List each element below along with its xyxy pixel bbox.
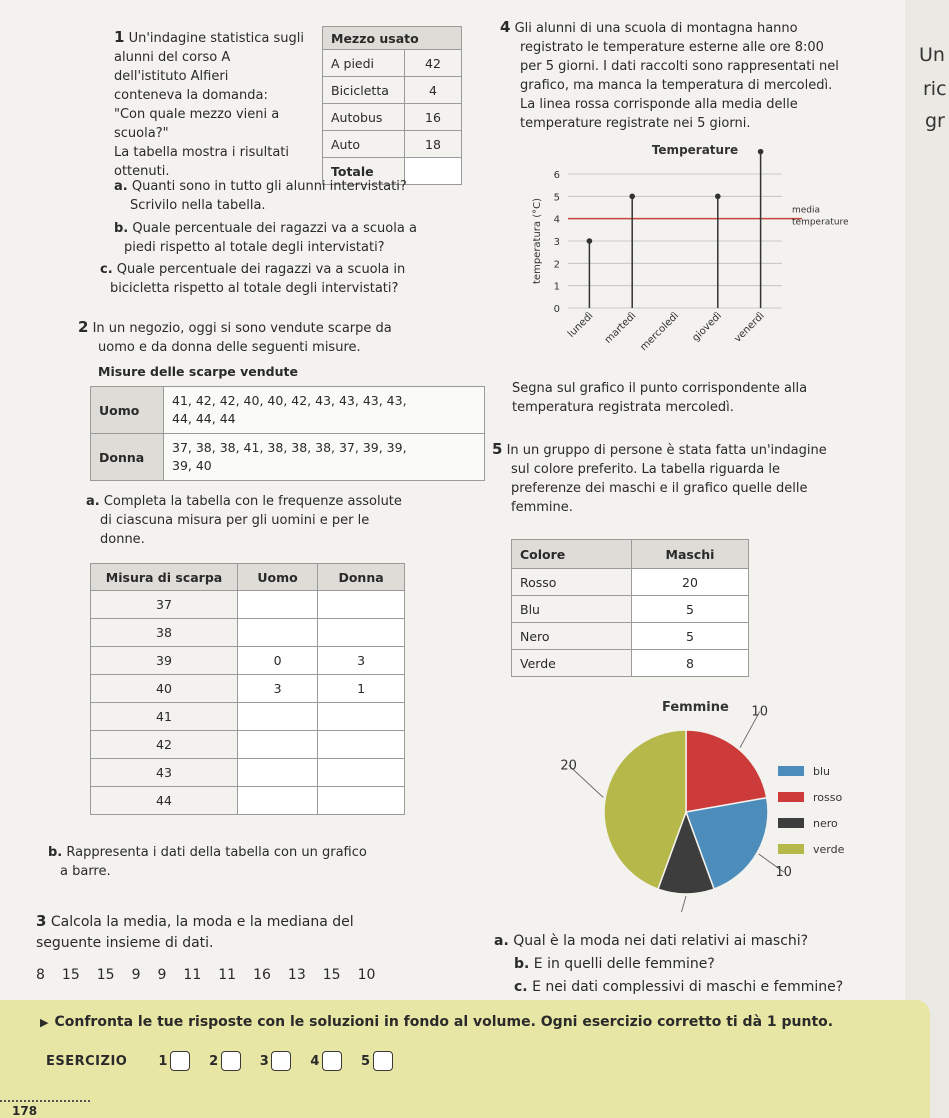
score-checkbox[interactable]	[271, 1051, 291, 1071]
ex5-color: Verde	[512, 650, 632, 677]
ex1-row-value: 18	[405, 131, 462, 158]
x-tick-label: giovedì	[690, 310, 724, 344]
ex5-header: Colore	[512, 540, 632, 569]
ex2-qa-text: donne.	[100, 532, 145, 547]
temperature-point	[715, 194, 721, 200]
ex1-qa-text: Quanti sono in tutto gli alunni intervistati?	[131, 179, 407, 194]
ex3-value: 9	[157, 967, 167, 983]
ex4-after-line: temperatura registrata mercoledì.	[512, 400, 734, 415]
ex1-row-value: 16	[405, 104, 462, 131]
femmine-pie-chart	[560, 694, 870, 912]
ex4-line: temperature registrate nei 5 giorni.	[520, 116, 751, 131]
freq-donna-cell[interactable]	[318, 703, 405, 731]
y-tick-label: 4	[553, 214, 560, 226]
freq-size: 42	[91, 731, 238, 759]
y-tick-label: 3	[553, 237, 560, 248]
ex4-line: registrato le temperature esterne alle ore 8:00	[520, 40, 824, 55]
legend-label: rosso	[813, 791, 843, 804]
ex5-qb-letter: b.	[514, 956, 530, 972]
pie-value-label: 10	[751, 704, 768, 720]
ex2-donna-line: 37, 38, 38, 41, 38, 38, 38, 37, 39, 39,	[172, 440, 407, 455]
freq-uomo-cell[interactable]: 0	[238, 647, 318, 675]
y-tick-label: 2	[553, 259, 560, 271]
ex2-donna-line: 39, 40	[172, 458, 212, 473]
ex1-line: scuola?"	[114, 126, 169, 141]
ex2-qa-letter: a.	[86, 494, 100, 509]
x-tick-label: lunedì	[566, 310, 596, 340]
freq-uomo-cell[interactable]	[238, 759, 318, 787]
ex1-line: conteneva la domanda:	[114, 88, 268, 103]
ex2-line: uomo e da donna delle seguenti misure.	[98, 340, 361, 355]
ex1-question-c	[100, 260, 490, 298]
ex5-question-c	[494, 976, 914, 999]
freq-donna-cell[interactable]	[318, 591, 405, 619]
freq-size: 37	[91, 591, 238, 619]
freq-size: 44	[91, 787, 238, 815]
ex5-line: In un gruppo di persone è stata fatta un'indagine	[506, 443, 827, 458]
y-tick-label: 6	[553, 170, 560, 181]
ex1-qc-text: Quale percentuale dei ragazzi va a scuola in	[116, 262, 406, 277]
ex1-row-value: 4	[405, 77, 462, 104]
ex5-colors-table	[511, 539, 749, 677]
footer-note	[40, 1014, 833, 1030]
ex1-qb-text: piedi rispetto al totale degli intervistati?	[124, 240, 385, 255]
ex4-line: per 5 giorni. I dati raccolti sono rappresentati nel	[520, 59, 839, 74]
ex5-count: 5	[632, 596, 749, 623]
pie-value-label: 20	[560, 758, 577, 774]
freq-uomo-cell[interactable]	[238, 787, 318, 815]
ex2-number: 2	[78, 318, 89, 336]
ex1-table-header: Mezzo usato	[323, 27, 462, 50]
x-tick-label: mercoledì	[638, 310, 682, 354]
score-number: 2	[209, 1054, 219, 1069]
ex5-qc-letter: c.	[514, 979, 528, 995]
pie-leader-line	[676, 896, 686, 912]
ex1-row-value: 42	[405, 50, 462, 77]
ex2-sizes-title: Misure delle scarpe vendute	[98, 364, 298, 379]
ex5-text	[492, 440, 902, 517]
ex1-qb-letter: b.	[114, 221, 129, 236]
freq-header: Misura di scarpa	[91, 564, 238, 591]
ex5-line: sul colore preferito. La tabella riguarda le	[511, 462, 781, 477]
ex1-line: alunni del corso A	[114, 50, 231, 65]
ex4-after-line: Segna sul grafico il punto corrispondente alla	[512, 381, 808, 396]
side-word-3: gr	[925, 110, 945, 132]
score-label: ESERCIZIO	[46, 1054, 128, 1069]
ex2-donna-sizes	[164, 434, 485, 481]
ex1-qc-text: bicicletta rispetto al totale degli intervistati?	[110, 281, 399, 296]
ex1-qa-letter: a.	[114, 179, 128, 194]
ex3-line: Calcola la media, la moda e la mediana del	[50, 914, 354, 930]
score-row	[46, 1050, 407, 1071]
ex1-qc-letter: c.	[100, 262, 113, 277]
ex2-qb-text: a barre.	[60, 864, 111, 879]
ex1-line: Un'indagine statistica sugli	[128, 31, 304, 46]
ex1-total-label: Totale	[323, 158, 405, 185]
freq-uomo-cell[interactable]	[238, 703, 318, 731]
ex4-number: 4	[500, 18, 511, 36]
ex1-transport-table	[322, 26, 462, 185]
ex2-line: In un negozio, oggi si sono vendute scarpe da	[92, 321, 392, 336]
ex3-values	[36, 967, 375, 983]
ex3-intro	[36, 911, 456, 954]
ex2-intro	[78, 318, 478, 357]
score-checkbox[interactable]	[373, 1051, 393, 1071]
arrow-icon: ▶	[40, 1016, 49, 1029]
freq-donna-cell[interactable]	[318, 759, 405, 787]
ex1-qb-text: Quale percentuale dei ragazzi va a scuola a	[132, 221, 417, 236]
score-checkbox[interactable]	[322, 1051, 342, 1071]
ex2-sizes-table	[90, 386, 485, 481]
freq-uomo-cell[interactable]: 3	[238, 675, 318, 703]
ex1-question-b	[114, 219, 494, 257]
freq-uomo-cell[interactable]	[238, 591, 318, 619]
ex5-count: 8	[632, 650, 749, 677]
score-number: 5	[360, 1054, 371, 1069]
y-axis-label: temperatura (°C)	[532, 197, 543, 285]
freq-size: 43	[91, 759, 238, 787]
ex2-qb-letter: b.	[48, 845, 63, 860]
ex3-value: 11	[183, 967, 202, 983]
ex3-value: 15	[96, 967, 115, 983]
temperature-chart	[520, 136, 860, 376]
ex5-line: preferenze dei maschi e il grafico quelle delle	[511, 481, 808, 496]
footer-divider	[0, 1100, 90, 1102]
ex5-count: 20	[632, 569, 749, 596]
freq-size: 38	[91, 619, 238, 647]
mean-label: media	[792, 205, 821, 216]
ex1-qa-text: Scrivilo nella tabella.	[130, 198, 266, 213]
ex2-qa-text: Completa la tabella con le frequenze assolute	[103, 494, 402, 509]
ex3-value: 15	[322, 967, 341, 983]
pie-title: Femmine	[662, 700, 729, 715]
ex1-number: 1	[114, 28, 125, 46]
ex4-line: La linea rossa corrisponde alla media delle	[520, 97, 798, 112]
ex2-qb-text: Rappresenta i dati della tabella con un grafico	[66, 845, 367, 860]
ex5-count: 5	[632, 623, 749, 650]
score-number: 4	[310, 1054, 320, 1069]
ex4-line: Gli alunni di una scuola di montagna hanno	[514, 21, 798, 36]
ex2-qa-text: di ciascuna misura per gli uomini e per le	[100, 513, 370, 528]
freq-uomo-cell[interactable]	[238, 731, 318, 759]
ex2-frequency-table	[90, 563, 405, 815]
ex2-uomo-line: 41, 42, 42, 40, 40, 42, 43, 43, 43, 43,	[172, 393, 407, 408]
ex3-value: 13	[287, 967, 306, 983]
ex5-qb-text: E in quelli delle femmine?	[533, 956, 715, 972]
legend-label: verde	[813, 843, 845, 856]
ex2-question-b	[48, 843, 468, 881]
ex5-color: Blu	[512, 596, 632, 623]
ex2-uomo-line: 44, 44, 44	[172, 411, 236, 426]
ex2-donna-label: Donna	[91, 434, 164, 481]
ex3-number: 3	[36, 912, 47, 930]
x-tick-label: martedì	[602, 310, 639, 346]
ex3-value: 15	[61, 967, 80, 983]
freq-header: Uomo	[238, 564, 318, 591]
ex3-value: 9	[131, 967, 141, 983]
ex1-row-label: A piedi	[323, 50, 405, 77]
mean-label: temperature	[792, 217, 849, 228]
freq-size: 40	[91, 675, 238, 703]
temperature-point	[758, 149, 764, 155]
score-checkbox[interactable]	[170, 1051, 190, 1071]
ex5-qa-letter: a.	[494, 933, 509, 949]
legend-swatch-rosso	[778, 792, 804, 802]
temperature-point	[629, 194, 635, 200]
ex4-text	[500, 18, 900, 133]
ex4-after	[512, 379, 892, 417]
ex5-color: Nero	[512, 623, 632, 650]
temperature-point	[587, 238, 593, 244]
ex5-line: femmine.	[511, 500, 573, 515]
ex4-line: grafico, ma manca la temperatura di mercoledì.	[520, 78, 833, 93]
ex2-uomo-label: Uomo	[91, 387, 164, 434]
legend-swatch-nero	[778, 818, 804, 828]
freq-donna-cell[interactable]	[318, 787, 405, 815]
y-tick-label: 1	[553, 281, 560, 293]
x-tick-label: venerdì	[732, 310, 767, 345]
ex5-question-b	[494, 953, 914, 976]
score-checkbox[interactable]	[221, 1051, 241, 1071]
freq-header: Donna	[318, 564, 405, 591]
ex5-questions	[494, 930, 914, 999]
freq-donna-cell[interactable]: 3	[318, 647, 405, 675]
legend-swatch-blu	[778, 766, 804, 776]
ex5-color: Rosso	[512, 569, 632, 596]
ex1-question-a	[114, 177, 494, 215]
ex3-value: 16	[253, 967, 271, 983]
chart-title: Temperature	[651, 143, 739, 157]
ex5-number: 5	[492, 440, 503, 458]
ex3-value: 10	[357, 967, 376, 983]
score-number: 3	[259, 1054, 270, 1069]
freq-donna-cell[interactable]	[318, 619, 405, 647]
ex1-intro	[114, 28, 314, 181]
ex1-row-label: Autobus	[323, 104, 405, 131]
ex5-question-a	[494, 930, 914, 953]
ex5-qc-text: E nei dati complessivi di maschi e femmine?	[532, 979, 844, 995]
ex1-line: dell'istituto Alfieri	[114, 69, 229, 84]
ex5-qa-text: Qual è la moda nei dati relativi ai maschi?	[513, 933, 809, 949]
ex5-header: Maschi	[632, 540, 749, 569]
ex1-line: ottenuti.	[114, 164, 170, 179]
freq-size: 39	[91, 647, 238, 675]
legend-swatch-verde	[778, 844, 804, 854]
legend-label: blu	[813, 765, 831, 778]
freq-size: 41	[91, 703, 238, 731]
footer-note-text: Confronta le tue risposte con le soluzioni in fondo al volume. Ogni esercizio corretto ti dà 1 punto.	[54, 1014, 834, 1030]
ex1-row-label: Bicicletta	[323, 77, 405, 104]
footer-bar	[0, 1000, 930, 1118]
ex3-value: 8	[36, 967, 45, 983]
ex3-line: seguente insieme di dati.	[36, 935, 214, 951]
side-word-1: Un	[919, 44, 945, 66]
freq-donna-cell[interactable]	[318, 731, 405, 759]
ex3-value: 11	[218, 967, 237, 983]
ex2-question-a	[86, 492, 486, 549]
freq-donna-cell[interactable]: 1	[318, 675, 405, 703]
y-tick-label: 0	[553, 304, 560, 315]
ex1-line: La tabella mostra i risultati	[114, 145, 290, 160]
legend-label: nero	[813, 817, 838, 830]
ex1-row-label: Auto	[323, 131, 405, 158]
ex1-line: "Con quale mezzo vieni a	[114, 107, 280, 122]
pie-value-label: 10	[775, 865, 792, 880]
page-number: 178	[12, 1104, 38, 1118]
ex2-uomo-sizes	[164, 387, 485, 434]
y-tick-label: 5	[553, 192, 560, 204]
score-number: 1	[158, 1054, 168, 1069]
side-word-2: ric	[923, 78, 947, 100]
freq-uomo-cell[interactable]	[238, 619, 318, 647]
